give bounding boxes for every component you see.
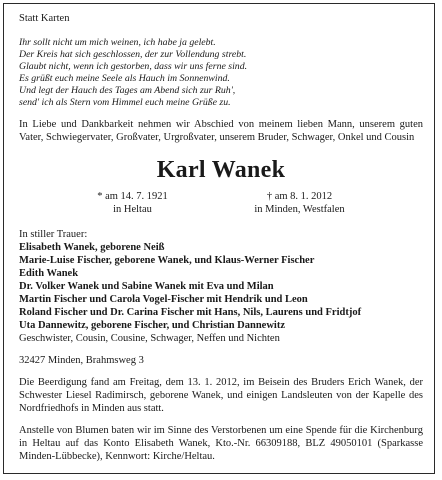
mourners-intro: In stiller Trauer:	[19, 229, 88, 241]
funeral-paragraph: Die Beerdigung fand am Freitag, dem 13. 1. 2012, im Beisein des Bruders Erich Wanek, der Schwester Liesel Radimirsch, geborene Wanek, und einigen Landsleuten von der Kapelle des Nordfriedhofs in Minden aus statt.	[19, 377, 423, 415]
mourner-line: Marie-Luise Fischer, geborene Wanek, und Klaus-Werner Fischer	[19, 255, 315, 267]
mourner-line: Roland Fischer und Dr. Carina Fischer mit Hans, Nils, Laurens und Fridtjof	[19, 307, 362, 319]
mourner-line: Uta Dannewitz, geborene Fischer, und Christian Dannewitz	[19, 320, 286, 332]
intro-paragraph: In Liebe und Dankbarkeit nehmen wir Abschied von meinem lieben Mann, unserem guten Vater, Schwiegervater, Großvater, Urgroßvater, unserem Bruder, Schwager, Onkel und Cousin	[19, 119, 423, 144]
header-text: Statt Karten	[19, 13, 70, 24]
birth-date: * am 14. 7. 1921	[97, 191, 168, 203]
address: 32427 Minden, Brahmsweg 3	[19, 355, 144, 367]
death-date: † am 8. 1. 2012	[266, 191, 333, 203]
deceased-name: Karl Wanek	[156, 157, 286, 184]
poem	[19, 37, 423, 108]
poem-line: Es grüßt euch meine Seele als Hauch im Sonnenwind.	[19, 72, 230, 84]
mourners-list	[19, 228, 423, 345]
poem-line: Glaubt nicht, wenn ich gestorben, dass wir uns ferne sind.	[19, 60, 248, 72]
birth-place: in Heltau	[113, 204, 152, 216]
donation-paragraph: Anstelle von Blumen baten wir im Sinne des Verstorbenen um eine Spende für die Kirchenburg in Heltau auf das Konto Elisabeth Wanek, Kto.-Nr. 66309188, BLZ 49050101 (Sparkasse Minden-Lübbecke), Kennwort: Kirche/Heltau.	[19, 425, 423, 463]
poem-line: Und legt der Hauch des Tages am Abend sich zur Ruh',	[19, 84, 236, 96]
death-place: in Minden, Westfalen	[254, 204, 345, 216]
mourner-line: Elisabeth Wanek, geborene Neiß	[19, 242, 165, 254]
relatives-line: Geschwister, Cousin, Cousine, Schwager, Neffen und Nichten	[19, 333, 280, 345]
poem-line: send' ich als Stern vom Himmel euch meine Grüße zu.	[19, 96, 231, 108]
death-info	[216, 190, 423, 216]
life-dates	[19, 190, 423, 216]
obituary-notice	[19, 12, 423, 472]
mourner-line: Martin Fischer und Carola Vogel-Fischer mit Hendrik und Leon	[19, 294, 308, 306]
poem-line: Ihr sollt nicht um mich weinen, ich habe ja gelebt.	[19, 37, 216, 48]
mourner-line: Edith Wanek	[19, 268, 79, 280]
birth-info	[19, 190, 216, 216]
poem-line: Der Kreis hat sich geschlossen, der zur Vollendung strebt.	[19, 48, 247, 60]
mourner-line: Dr. Volker Wanek und Sabine Wanek mit Eva und Milan	[19, 281, 274, 293]
